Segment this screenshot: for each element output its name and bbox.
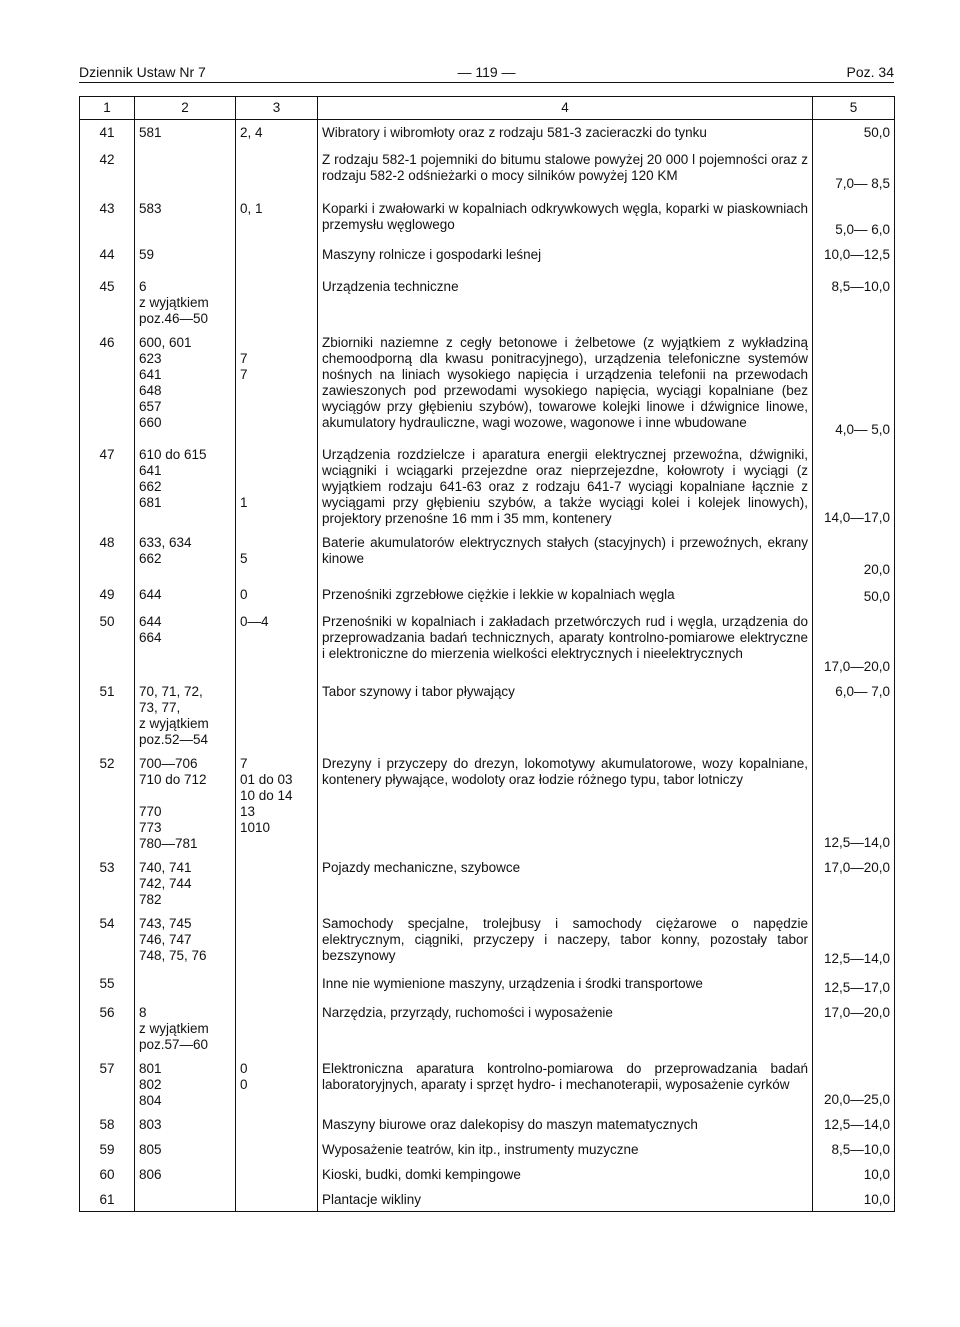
table-row	[80, 1161, 895, 1186]
table-row	[80, 329, 895, 441]
row-number: 47	[80, 441, 135, 529]
subgroup-codes: 0	[236, 581, 318, 608]
subgroup-codes	[236, 970, 318, 999]
table-row	[80, 750, 895, 854]
group-codes: 801 802 804	[135, 1055, 236, 1111]
table-row	[80, 441, 895, 529]
row-number: 46	[80, 329, 135, 441]
group-codes: 633, 634 662	[135, 529, 236, 581]
group-codes: 6 z wyjątkiem poz.46—50	[135, 273, 236, 329]
asset-description: Elektroniczna aparatura kontrolno-pomiarowa do przeprowadzania badań laboratoryjnych, aparaty i sprzęt hydro- i mechanoterapii, wyposażenie cyrków	[318, 1055, 813, 1111]
asset-description: Plantacje wikliny	[318, 1186, 813, 1212]
row-number: 55	[80, 970, 135, 999]
depreciation-rate: 4,0— 5,0	[813, 329, 895, 441]
subgroup-codes: 7 01 do 03 10 do 14 13 1010	[236, 750, 318, 854]
table-row	[80, 195, 895, 241]
table-row	[80, 1136, 895, 1161]
row-number: 50	[80, 608, 135, 678]
depreciation-rate: 12,5—14,0	[813, 910, 895, 970]
table-header-row	[80, 97, 895, 120]
table-row	[80, 999, 895, 1055]
depreciation-rate: 14,0—17,0	[813, 441, 895, 529]
column-header: 5	[813, 97, 895, 120]
depreciation-rate: 50,0	[813, 581, 895, 608]
depreciation-rate: 8,5—10,0	[813, 1136, 895, 1161]
page-number: — 119 —	[457, 64, 516, 80]
asset-description: Wibratory i wibromłoty oraz z rodzaju 581-3 zacieraczki do tynku	[318, 120, 813, 146]
subgroup-codes: 0—4	[236, 608, 318, 678]
subgroup-codes: 7 7	[236, 329, 318, 441]
group-codes	[135, 970, 236, 999]
group-codes: 8 z wyjątkiem poz.57—60	[135, 999, 236, 1055]
depreciation-rate: 12,5—14,0	[813, 1111, 895, 1136]
depreciation-rate: 12,5—17,0	[813, 970, 895, 999]
depreciation-rate: 17,0—20,0	[813, 999, 895, 1055]
table-row	[80, 854, 895, 910]
asset-description: Przenośniki zgrzebłowe ciężkie i lekkie w kopalniach węgla	[318, 581, 813, 608]
table-row	[80, 678, 895, 750]
subgroup-codes: 2, 4	[236, 120, 318, 146]
group-codes: 805	[135, 1136, 236, 1161]
column-header: 2	[135, 97, 236, 120]
depreciation-rate: 8,5—10,0	[813, 273, 895, 329]
subgroup-codes: 0, 1	[236, 195, 318, 241]
depreciation-rate: 10,0—12,5	[813, 241, 895, 273]
table-row	[80, 241, 895, 273]
row-number: 51	[80, 678, 135, 750]
depreciation-rate: 20,0—25,0	[813, 1055, 895, 1111]
depreciation-rate: 7,0— 8,5	[813, 146, 895, 195]
row-number: 60	[80, 1161, 135, 1186]
depreciation-rate: 17,0—20,0	[813, 608, 895, 678]
depreciation-table	[79, 96, 895, 1212]
subgroup-codes	[236, 241, 318, 273]
subgroup-codes	[236, 910, 318, 970]
subgroup-codes	[236, 1136, 318, 1161]
asset-description: Koparki i zwałowarki w kopalniach odkrywkowych węgla, koparki w piaskowniach przemysłu węglowego	[318, 195, 813, 241]
asset-description: Wyposażenie teatrów, kin itp., instrumenty muzyczne	[318, 1136, 813, 1161]
subgroup-codes: 5	[236, 529, 318, 581]
row-number: 48	[80, 529, 135, 581]
group-codes: 700—706 710 do 712 770 773 780—781	[135, 750, 236, 854]
group-codes: 644	[135, 581, 236, 608]
row-number: 42	[80, 146, 135, 195]
table-row	[80, 529, 895, 581]
group-codes: 59	[135, 241, 236, 273]
group-codes: 610 do 615 641 662 681	[135, 441, 236, 529]
group-codes	[135, 1186, 236, 1212]
row-number: 54	[80, 910, 135, 970]
subgroup-codes: 1	[236, 441, 318, 529]
group-codes: 600, 601 623 641 648 657 660	[135, 329, 236, 441]
depreciation-rate: 6,0— 7,0	[813, 678, 895, 750]
subgroup-codes	[236, 1161, 318, 1186]
depreciation-rate: 10,0	[813, 1161, 895, 1186]
table-row	[80, 1055, 895, 1111]
depreciation-rate: 20,0	[813, 529, 895, 581]
table-row	[80, 1111, 895, 1136]
table-row	[80, 910, 895, 970]
table-row	[80, 120, 895, 146]
group-codes: 806	[135, 1161, 236, 1186]
row-number: 52	[80, 750, 135, 854]
group-codes: 803	[135, 1111, 236, 1136]
row-number: 44	[80, 241, 135, 273]
group-codes: 70, 71, 72, 73, 77, z wyjątkiem poz.52—54	[135, 678, 236, 750]
row-number: 61	[80, 1186, 135, 1212]
column-header: 1	[80, 97, 135, 120]
group-codes: 581	[135, 120, 236, 146]
group-codes: 740, 741 742, 744 782	[135, 854, 236, 910]
asset-description: Urządzenia techniczne	[318, 273, 813, 329]
asset-description: Samochody specjalne, trolejbusy i samochody ciężarowe o napędzie elektrycznym, ciągniki, przyczepy i naczepy, tabor konny, pozostały tabor bezszynowy	[318, 910, 813, 970]
table-row	[80, 608, 895, 678]
asset-description: Inne nie wymienione maszyny, urządzenia i środki transportowe	[318, 970, 813, 999]
asset-description: Kioski, budki, domki kempingowe	[318, 1161, 813, 1186]
asset-description: Narzędzia, przyrządy, ruchomości i wyposażenie	[318, 999, 813, 1055]
asset-description: Przenośniki w kopalniach i zakładach przetwórczych rud i węgla, urządzenia do przeprowadzania badań technicznych, aparaty kontrolno-pomiarowe elektryczne i elektroniczne do mierzenia wielkości elektrycznych i nieelektrycznych	[318, 608, 813, 678]
row-number: 57	[80, 1055, 135, 1111]
group-codes: 743, 745 746, 747 748, 75, 76	[135, 910, 236, 970]
row-number: 58	[80, 1111, 135, 1136]
row-number: 49	[80, 581, 135, 608]
page-header	[79, 60, 894, 84]
position-number: Poz. 34	[846, 64, 894, 80]
journal-title: Dziennik Ustaw Nr 7	[79, 64, 206, 80]
subgroup-codes	[236, 273, 318, 329]
subgroup-codes	[236, 999, 318, 1055]
subgroup-codes	[236, 678, 318, 750]
depreciation-rate: 10,0	[813, 1186, 895, 1212]
asset-description: Maszyny rolnicze i gospodarki leśnej	[318, 241, 813, 273]
asset-description: Drezyny i przyczepy do drezyn, lokomotywy akumulatorowe, wozy kopalniane, kontenery pływające, wodoloty oraz łodzie różnego typu, tabor lotniczy	[318, 750, 813, 854]
depreciation-rate: 50,0	[813, 120, 895, 146]
group-codes	[135, 146, 236, 195]
asset-description: Zbiorniki naziemne z cegły betonowe i żelbetowe (z wyjątkiem z wykładziną chemoodporną dla kwasu ponitracyjnego), urządzenia telefoniczne systemów nośnych na liniach wysokiego napięcia i urządzenia telefonii na przewodach zawieszonych pod przewodami wysokiego napięcia, wyciągi kopalniane (bez wyciągów przy głębieniu szybów), towarowe kolejki linowe i dźwignice linowe, akumulatory hydrauliczne, wagi wozowe, wagonowe i inne wbudowane	[318, 329, 813, 441]
group-codes: 644 664	[135, 608, 236, 678]
asset-description: Baterie akumulatorów elektrycznych stałych (stacyjnych) i przewoźnych, ekrany kinowe	[318, 529, 813, 581]
group-codes: 583	[135, 195, 236, 241]
row-number: 53	[80, 854, 135, 910]
depreciation-rate: 5,0— 6,0	[813, 195, 895, 241]
asset-description: Urządzenia rozdzielcze i aparatura energii elektrycznej przewoźna, dźwigniki, wciągniki i wciągarki przejezdne oraz nieprzejezdne, kołowroty i wyciągi (z wyjątkiem rodzaju 641-63 oraz z rodzaju 641-7 wyciągi kopalniane łącznie z wyciągami przy głębieniu szybów, a także wyciągi kolei i kolejek linowych), projektory przenośne 16 mm i 35 mm, kontenery	[318, 441, 813, 529]
table-body	[80, 120, 895, 1212]
row-number: 45	[80, 273, 135, 329]
table-row	[80, 146, 895, 195]
asset-description: Maszyny biurowe oraz dalekopisy do maszyn matematycznych	[318, 1111, 813, 1136]
subgroup-codes	[236, 854, 318, 910]
table-row	[80, 273, 895, 329]
subgroup-codes	[236, 1186, 318, 1212]
table-row	[80, 581, 895, 608]
subgroup-codes	[236, 146, 318, 195]
header-divider	[79, 82, 894, 83]
depreciation-rate: 17,0—20,0	[813, 854, 895, 910]
asset-description: Z rodzaju 582-1 pojemniki do bitumu stalowe powyżej 20 000 l pojemności oraz z rodzaju 582-2 odśnieżarki o mocy silników powyżej 120 KM	[318, 146, 813, 195]
asset-description: Tabor szynowy i tabor pływający	[318, 678, 813, 750]
row-number: 59	[80, 1136, 135, 1161]
row-number: 56	[80, 999, 135, 1055]
subgroup-codes	[236, 1111, 318, 1136]
depreciation-rate: 12,5—14,0	[813, 750, 895, 854]
table-row	[80, 1186, 895, 1212]
column-header: 4	[318, 97, 813, 120]
row-number: 43	[80, 195, 135, 241]
row-number: 41	[80, 120, 135, 146]
asset-description: Pojazdy mechaniczne, szybowce	[318, 854, 813, 910]
column-header: 3	[236, 97, 318, 120]
subgroup-codes: 0 0	[236, 1055, 318, 1111]
table-row	[80, 970, 895, 999]
